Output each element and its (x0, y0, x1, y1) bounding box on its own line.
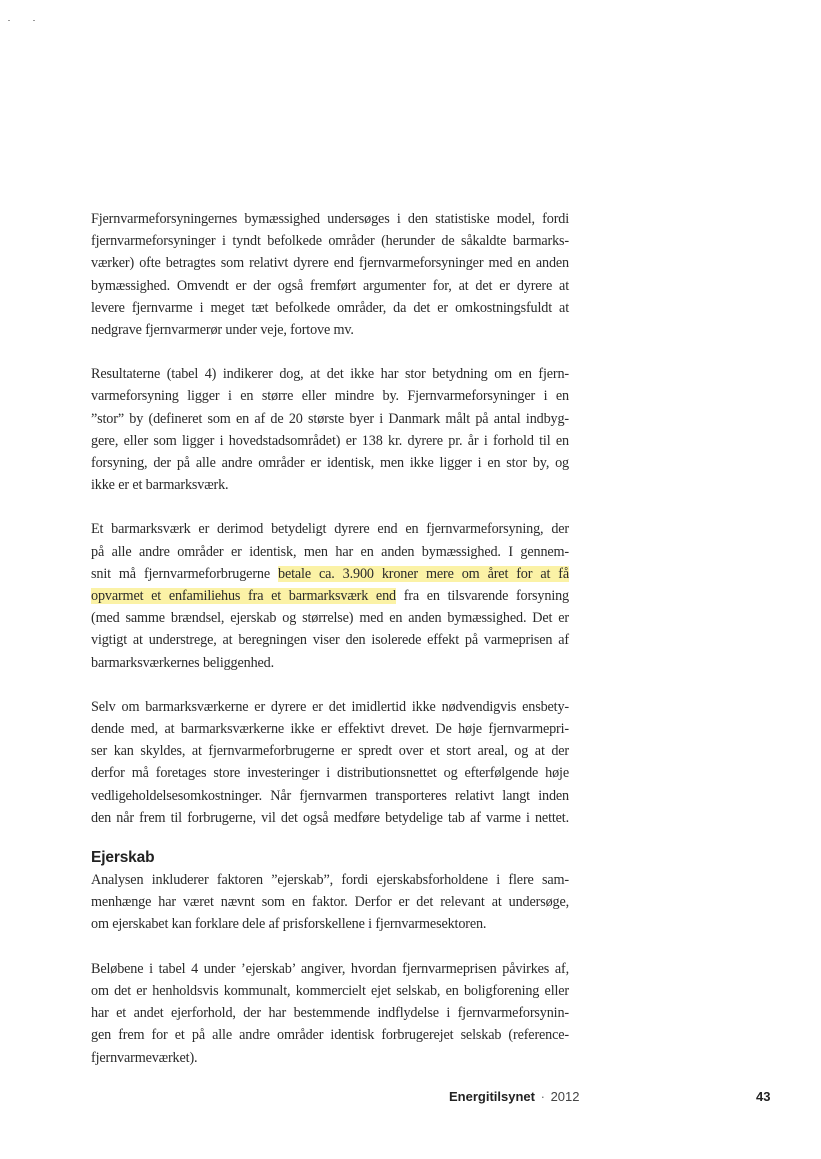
text-line: den når frem til forbrugerne, vil det også medføre betydelige tab af varme i nettet. (91, 809, 569, 826)
text-line: levere fjernvarme i meget tæt befolkede områder, da det er omkostningsfuldt at (91, 299, 569, 316)
paragraph-barmarksvaerk (91, 518, 569, 673)
text-line: vigtigt at understrege, at beregningen viser den isolerede effekt på varmeprisen af (91, 632, 569, 649)
scan-artifact (8, 20, 10, 21)
text-line: gen frem for et på alle andre områder identisk forbrugerejet selskab (reference- (91, 1027, 569, 1044)
paragraph-selv-om (91, 696, 569, 829)
text-line: barmarksværkernes beliggenhed. (91, 654, 275, 671)
paragraph-analysen (91, 869, 569, 936)
footer-publication (449, 1089, 579, 1104)
text-line: derfor må foretages store investeringer i distributionsnettet og efterfølgende høje (91, 765, 569, 782)
text-line: gere, eller som ligger i hovedstadsområdet) er 138 kr. dyrere pr. år i forhold til en (91, 432, 569, 449)
text-segment: snit må fjernvarmeforbrugerne (91, 565, 278, 582)
text-line: Fjernvarmeforsyningernes bymæssighed undersøges i den statistiske model, fordi (91, 211, 569, 227)
text-line: ikke er et barmarksværk. (91, 477, 229, 494)
text-line: værker) ofte betragtes som relativt dyrere end fjernvarmeforsyninger med en anden (91, 255, 569, 272)
text-line: ”stor” by (defineret som en af de 20 største byer i Danmark målt på antal indbyg- (91, 410, 569, 427)
text-line: fjernvarmeforsyninger i tyndt befolkede områder (herunder de såkaldte barmarks- (91, 233, 569, 250)
highlighted-text: opvarmet et enfamiliehus fra et barmarksværk end (91, 588, 396, 605)
publication-name: Energitilsynet (449, 1089, 535, 1104)
publication-year: 2012 (550, 1089, 580, 1104)
text-line: vedligeholdelsesomkostninger. Når fjernvarmen transporteres relativt langt inden (91, 787, 569, 804)
text-line: (med samme brændsel, ejerskab og størrelse) med en anden bymæssighed. Det er (91, 610, 569, 627)
text-line: Beløbene i tabel 4 under ’ejerskab’ angiver, hvordan fjernvarmeprisen påvirkes af, (91, 960, 569, 977)
footer-separator: · (540, 1089, 545, 1104)
paragraph-bymaessighed (91, 208, 569, 341)
text-segment: fra en tilsvarende forsyning (395, 588, 569, 605)
text-line: om ejerskabet kan forklare dele af prisforskellene i fjernvarmesektoren. (91, 916, 487, 933)
text-line: menhænge har været nævnt som en faktor. Derfor er det relevant at undersøge, (91, 894, 569, 911)
text-line: forsyning, der på alle andre områder er identisk, men ikke ligger i en stor by, og (91, 455, 569, 472)
page-number: 43 (756, 1089, 771, 1104)
text-line: på alle andre områder er identisk, men har en anden bymæssighed. I gennem- (91, 543, 569, 560)
highlighted-text: betale ca. 3.900 kroner mere om året for at få (278, 565, 570, 582)
text-line: varmeforsyning ligger i en større eller mindre by. Fjernvarmeforsyninger i en (91, 388, 569, 405)
text-line: Selv om barmarksværkerne er dyrere er det imidlertid ikke nødvendigvis ensbety- (91, 698, 569, 715)
text-line (91, 563, 569, 585)
paragraph-beloebene (91, 958, 569, 1069)
text-line: ser kan skyldes, at fjernvarmeforbrugerne er spredt over et stort areal, og at der (91, 743, 569, 760)
text-line: fjernvarmeværket). (91, 1049, 198, 1066)
body-text (91, 208, 569, 1091)
text-line: om det er henholdsvis kommunalt, kommercielt ejet selskab, en boligforening eller (91, 982, 569, 999)
text-line: Et barmarksværk er derimod betydeligt dyrere end en fjernvarmeforsyning, der (91, 521, 569, 538)
text-line: nedgrave fjernvarmerør under veje, fortove mv. (91, 322, 354, 339)
text-line: Resultaterne (tabel 4) indikerer dog, at det ikke har stor betydning om en fjern- (91, 366, 569, 383)
text-line (91, 585, 569, 607)
paragraph-resultaterne (91, 363, 569, 496)
text-line: har et andet ejerforhold, der har bestemmende indflydelse i fjernvarmeforsynin- (91, 1005, 569, 1022)
section-heading-ejerskab: Ejerskab (91, 849, 155, 867)
text-line: Analysen inkluderer faktoren ”ejerskab”, fordi ejerskabsforholdene i flere sam- (91, 872, 569, 889)
text-line: dende med, at barmarksværkerne ikke er effektivt drevet. De høje fjernvarmepri- (91, 721, 569, 738)
text-line: bymæssighed. Omvendt er der også fremført argumenter for, at det er dyrere at (91, 277, 569, 294)
scan-artifact (33, 20, 35, 21)
